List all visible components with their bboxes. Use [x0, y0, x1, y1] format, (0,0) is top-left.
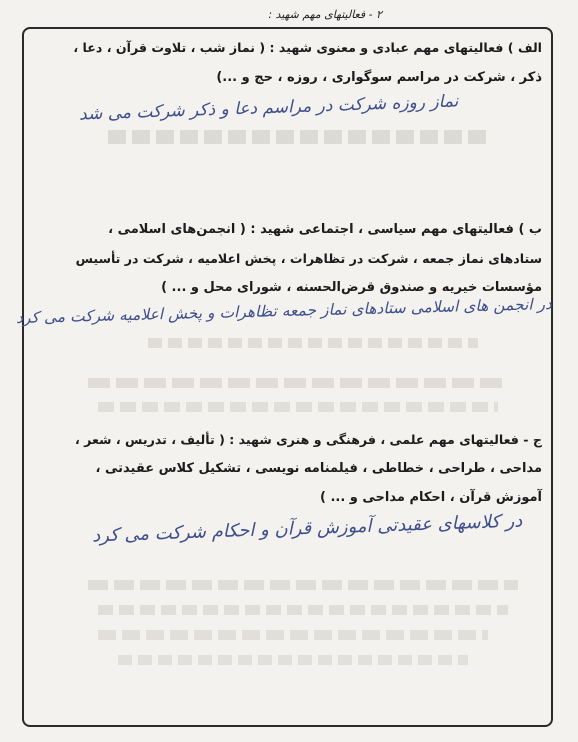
section-b-handwritten-answer: در انجمن های اسلامی ستادهای نماز جمعه تظاهرات و پخش اعلامیه شرکت می کرد	[15, 294, 553, 328]
bleed-through-shadow	[98, 630, 488, 640]
section-c-line-3: آموزش قرآن ، احکام مداحی و ... )	[319, 490, 542, 505]
bleed-through-shadow	[108, 130, 488, 144]
section-c-line-1: ج - فعالیتهای مهم علمی ، فرهنگی و هنری شهید : ( تألیف ، تدریس ، شعر ،	[74, 432, 542, 447]
bleed-through-shadow	[98, 402, 498, 412]
section-c-line-2: مداحی ، طراحی ، خطاطی ، فیلمنامه نویسی ، تشکیل کلاس عقیدتی ،	[95, 461, 542, 476]
bleed-through-shadow	[98, 605, 508, 615]
section-b-line-3: مؤسسات خیریه و صندوق قرض‌الحسنه ، شورای محل و ... )	[161, 280, 542, 295]
section-b-line-1: ب ) فعالیتهای مهم سیاسی ، اجتماعی شهید : ( انجمن‌های اسلامی ،	[108, 222, 542, 237]
bleed-through-shadow	[118, 655, 468, 665]
bleed-through-shadow	[88, 378, 508, 388]
bleed-through-shadow	[88, 580, 518, 590]
bleed-through-shadow	[148, 338, 478, 348]
section-c-handwritten-answer: در کلاسهای عقیدتی آموزش قرآن و احکام شرکت می کرد	[91, 510, 523, 547]
section-heading: ۲ - فعالیتهای مهم شهید :	[268, 8, 382, 21]
section-b-line-2: ستادهای نماز جمعه ، شرکت در تظاهرات ، پخش اعلامیه ، شرکت در تأسیس	[75, 251, 542, 266]
section-a-line-1: الف ) فعالیتهای مهم عبادی و معنوی شهید : ( نماز شب ، تلاوت قرآن ، دعا ،	[73, 40, 542, 55]
section-a-line-2: ذکر ، شرکت در مراسم سوگواری ، روزه ، حج و ...)	[216, 70, 542, 85]
section-a-handwritten-answer: نماز روزه شرکت در مراسم دعا و ذکر شرکت می شد	[78, 91, 459, 125]
